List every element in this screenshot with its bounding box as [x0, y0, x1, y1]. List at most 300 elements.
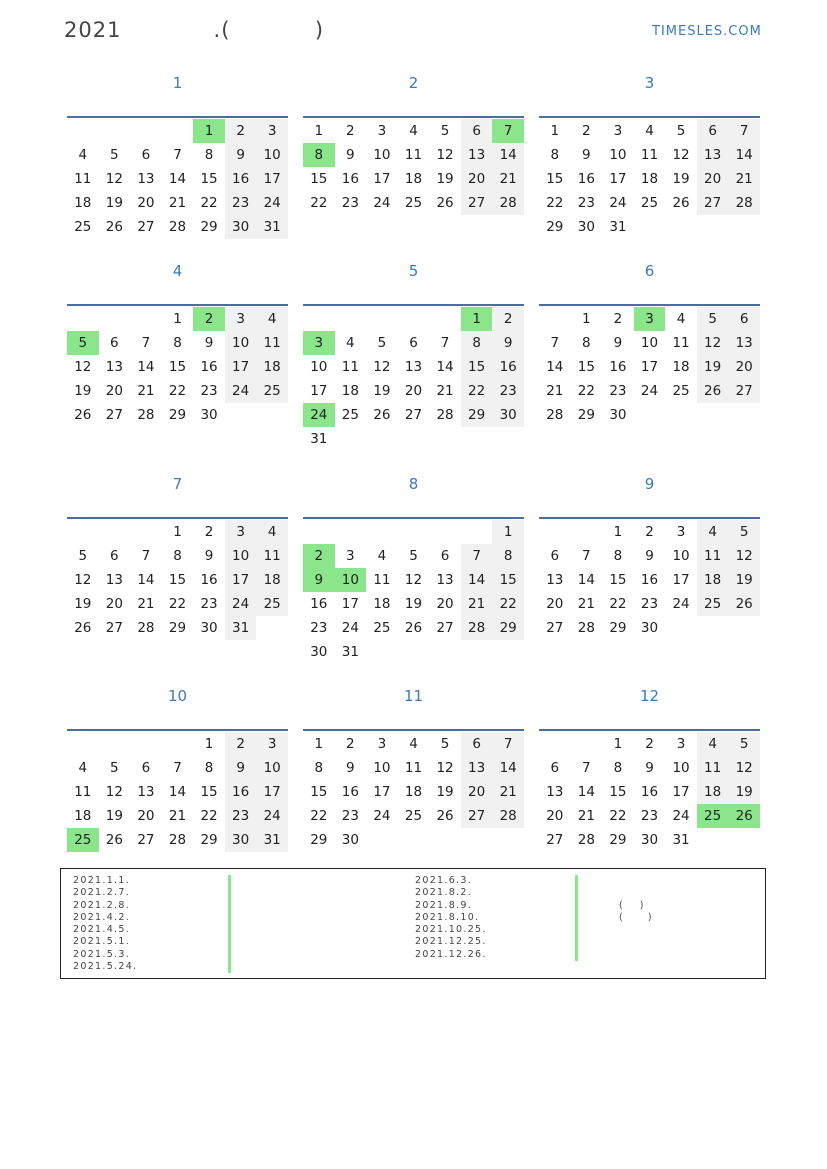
month-label: 7 — [172, 475, 183, 493]
day-cell: 15 — [310, 171, 328, 187]
day-cell: 11 — [74, 171, 92, 187]
legend-note: ( ) — [619, 900, 645, 911]
day-cell: 20 — [105, 383, 123, 399]
holiday-cell: 1 — [193, 119, 225, 143]
month-label: 3 — [644, 74, 655, 92]
day-cell: 28 — [137, 620, 155, 636]
day-cell: 20 — [546, 596, 564, 612]
day-cell: 19 — [373, 383, 391, 399]
day-cell: 29 — [609, 832, 627, 848]
legend-date: 2021.8.9. — [415, 899, 473, 911]
day-cell: 13 — [728, 331, 760, 355]
day-cell: 28 — [168, 832, 187, 848]
day-cell: 16 — [492, 355, 524, 379]
day-cell: 28 — [492, 191, 524, 215]
month-label: 2 — [408, 74, 419, 92]
day-cell: 30 — [310, 644, 328, 660]
day-cell: 27 — [137, 832, 155, 848]
legend-date: 2021.4.5. — [73, 924, 131, 936]
day-cell: 18 — [373, 596, 391, 612]
day-cell: 8 — [173, 548, 182, 564]
day-cell: 17 — [225, 568, 257, 592]
day-cell: 17 — [609, 171, 627, 187]
day-cell: 5 — [697, 307, 729, 331]
day-cell: 14 — [168, 171, 187, 187]
month-label: 4 — [172, 262, 183, 280]
day-cell: 18 — [74, 195, 92, 211]
day-cell: 19 — [74, 596, 92, 612]
day-cell: 24 — [256, 191, 288, 215]
day-cell: 27 — [728, 379, 760, 403]
day-cell: 17 — [373, 171, 391, 187]
day-cell: 8 — [492, 544, 524, 568]
day-cell: 7 — [141, 335, 151, 351]
day-cell: 5 — [409, 548, 418, 564]
day-cell: 2 — [346, 123, 355, 139]
day-cell: 23 — [200, 383, 218, 399]
day-cell: 26 — [728, 592, 760, 616]
day-cell: 5 — [728, 732, 760, 756]
day-cell: 11 — [404, 147, 423, 163]
day-cell: 20 — [697, 167, 729, 191]
legend-bar-left — [228, 875, 231, 973]
holiday-cell: 8 — [303, 143, 335, 167]
day-cell: 26 — [74, 620, 92, 636]
day-cell: 12 — [74, 359, 92, 375]
month-calendar — [539, 261, 760, 427]
day-cell: 27 — [436, 620, 454, 636]
day-cell: 22 — [310, 195, 328, 211]
day-cell: 9 — [346, 147, 355, 163]
day-cell: 9 — [613, 335, 623, 351]
day-cell: 19 — [105, 808, 123, 824]
day-grid — [303, 520, 524, 664]
day-cell: 11 — [341, 359, 359, 375]
day-cell: 23 — [225, 804, 257, 828]
day-cell: 30 — [225, 828, 257, 852]
month-label: 5 — [408, 262, 419, 280]
day-cell: 23 — [492, 379, 524, 403]
brand-link[interactable]: TIMESLES.COM — [652, 24, 762, 39]
day-cell: 13 — [105, 572, 123, 588]
day-cell: 12 — [105, 171, 123, 187]
day-cell: 11 — [256, 331, 288, 355]
month-divider — [303, 116, 524, 118]
day-cell: 23 — [609, 383, 627, 399]
day-cell: 25 — [672, 383, 690, 399]
day-cell: 30 — [341, 832, 359, 848]
day-cell: 19 — [404, 596, 423, 612]
day-cell: 12 — [436, 760, 454, 776]
day-cell: 24 — [373, 195, 391, 211]
day-cell: 4 — [409, 736, 418, 752]
day-cell: 6 — [440, 548, 450, 564]
day-cell: 17 — [672, 784, 690, 800]
day-cell: 5 — [78, 548, 88, 564]
month-label: 12 — [639, 687, 660, 705]
day-cell: 31 — [341, 644, 359, 660]
day-cell: 26 — [436, 195, 454, 211]
day-cell: 21 — [492, 780, 524, 804]
day-cell: 7 — [492, 732, 524, 756]
day-cell: 11 — [256, 544, 288, 568]
day-cell: 15 — [200, 171, 218, 187]
day-cell: 17 — [225, 355, 257, 379]
day-cell: 20 — [461, 167, 493, 191]
holiday-cell: 25 — [67, 828, 99, 852]
day-cell: 28 — [492, 804, 524, 828]
day-cell: 10 — [672, 760, 690, 776]
day-cell: 30 — [200, 407, 218, 423]
month-label: 8 — [408, 475, 419, 493]
day-cell: 3 — [377, 736, 387, 752]
day-cell: 2 — [492, 307, 524, 331]
day-cell: 6 — [141, 147, 151, 163]
day-cell: 1 — [204, 736, 214, 752]
day-cell: 31 — [256, 215, 288, 239]
month-divider — [67, 517, 288, 519]
day-cell: 7 — [728, 119, 760, 143]
day-cell: 3 — [256, 119, 288, 143]
day-cell: 31 — [310, 431, 328, 447]
day-cell: 1 — [314, 123, 324, 139]
day-cell: 10 — [373, 147, 391, 163]
day-cell: 29 — [546, 219, 564, 235]
day-cell: 11 — [640, 147, 659, 163]
day-cell: 21 — [137, 596, 155, 612]
day-cell: 7 — [582, 548, 591, 564]
day-cell: 22 — [461, 379, 493, 403]
day-cell: 27 — [137, 219, 155, 235]
day-cell: 24 — [609, 195, 627, 211]
day-grid — [67, 119, 288, 239]
day-cell: 18 — [404, 784, 423, 800]
day-cell: 22 — [168, 383, 187, 399]
day-cell: 26 — [404, 620, 423, 636]
day-cell: 8 — [461, 331, 493, 355]
day-cell: 2 — [582, 123, 591, 139]
month-divider — [303, 304, 524, 306]
day-cell: 3 — [676, 524, 686, 540]
day-cell: 4 — [697, 732, 729, 756]
day-cell: 1 — [173, 311, 182, 327]
day-cell: 4 — [697, 520, 729, 544]
day-cell: 24 — [341, 620, 359, 636]
day-cell: 27 — [546, 832, 564, 848]
day-grid — [67, 520, 288, 640]
month-divider — [303, 729, 524, 731]
month-calendar — [67, 261, 288, 427]
day-cell: 2 — [613, 311, 623, 327]
day-cell: 6 — [461, 119, 493, 143]
legend-date: 2021.10.25. — [415, 924, 487, 936]
day-cell: 28 — [577, 832, 595, 848]
day-cell: 20 — [461, 780, 493, 804]
day-cell: 3 — [676, 736, 686, 752]
day-cell: 30 — [225, 215, 257, 239]
holiday-cell: 10 — [335, 568, 367, 592]
day-cell: 12 — [728, 756, 760, 780]
day-cell: 18 — [640, 171, 659, 187]
day-cell: 21 — [168, 195, 187, 211]
month-label: 6 — [644, 262, 655, 280]
day-cell: 22 — [609, 596, 627, 612]
day-cell: 1 — [173, 524, 182, 540]
day-cell: 1 — [492, 520, 524, 544]
month-calendar — [303, 686, 524, 852]
day-cell: 24 — [225, 592, 257, 616]
day-cell: 10 — [256, 143, 288, 167]
day-cell: 18 — [404, 171, 423, 187]
day-grid — [303, 732, 524, 852]
legend-note: ( ) — [619, 912, 653, 923]
day-cell: 5 — [377, 335, 387, 351]
day-cell: 15 — [310, 784, 328, 800]
day-cell: 31 — [609, 219, 627, 235]
day-cell: 30 — [200, 620, 218, 636]
day-cell: 28 — [577, 620, 595, 636]
day-cell: 7 — [461, 544, 493, 568]
month-divider — [539, 304, 760, 306]
day-cell: 22 — [577, 383, 595, 399]
day-cell: 10 — [256, 756, 288, 780]
month-calendar — [67, 474, 288, 640]
day-cell: 29 — [609, 620, 627, 636]
day-cell: 3 — [377, 123, 387, 139]
day-cell: 29 — [310, 832, 328, 848]
day-cell: 9 — [346, 760, 355, 776]
day-cell: 12 — [373, 359, 391, 375]
day-cell: 17 — [341, 596, 359, 612]
day-cell: 4 — [676, 311, 686, 327]
day-cell: 14 — [137, 359, 155, 375]
day-cell: 27 — [546, 620, 564, 636]
day-cell: 28 — [728, 191, 760, 215]
day-cell: 13 — [697, 143, 729, 167]
month-divider — [539, 517, 760, 519]
day-cell: 29 — [492, 616, 524, 640]
day-cell: 30 — [609, 407, 627, 423]
day-cell: 15 — [609, 572, 627, 588]
legend-date: 2021.8.10. — [415, 911, 480, 923]
day-cell: 26 — [672, 195, 690, 211]
day-cell: 23 — [200, 596, 218, 612]
holiday-cell: 2 — [303, 544, 335, 568]
day-cell: 3 — [613, 123, 623, 139]
day-cell: 8 — [613, 548, 623, 564]
month-label: 1 — [172, 74, 183, 92]
day-cell: 4 — [377, 548, 387, 564]
day-grid — [303, 307, 524, 451]
day-cell: 20 — [105, 596, 123, 612]
day-cell: 30 — [640, 832, 659, 848]
day-cell: 30 — [640, 620, 659, 636]
day-cell: 9 — [645, 760, 654, 776]
day-cell: 10 — [609, 147, 627, 163]
day-cell: 6 — [461, 732, 493, 756]
day-cell: 30 — [577, 219, 595, 235]
legend-date: 2021.4.2. — [73, 911, 131, 923]
day-cell: 8 — [173, 335, 182, 351]
day-cell: 4 — [78, 760, 88, 776]
day-cell: 12 — [105, 784, 123, 800]
day-cell: 15 — [609, 784, 627, 800]
day-cell: 21 — [546, 383, 564, 399]
day-cell: 22 — [168, 596, 187, 612]
day-cell: 14 — [492, 143, 524, 167]
day-cell: 12 — [74, 572, 92, 588]
legend-date: 2021.5.1. — [73, 936, 131, 948]
day-cell: 13 — [546, 784, 564, 800]
day-cell: 16 — [640, 572, 659, 588]
day-cell: 18 — [697, 568, 729, 592]
day-cell: 10 — [310, 359, 328, 375]
day-cell: 23 — [640, 808, 659, 824]
day-cell: 5 — [110, 147, 119, 163]
day-cell: 23 — [577, 195, 595, 211]
day-cell: 13 — [461, 143, 493, 167]
day-cell: 13 — [436, 572, 454, 588]
day-cell: 16 — [609, 359, 627, 375]
day-cell: 30 — [492, 403, 524, 427]
day-cell: 17 — [640, 359, 659, 375]
day-cell: 20 — [137, 808, 155, 824]
day-cell: 8 — [204, 760, 214, 776]
legend-date: 2021.8.2. — [415, 887, 473, 899]
day-cell: 15 — [461, 355, 493, 379]
day-cell: 18 — [256, 568, 288, 592]
day-cell: 8 — [550, 147, 560, 163]
day-grid — [539, 119, 760, 239]
holiday-cell: 25 — [697, 804, 729, 828]
day-cell: 28 — [168, 219, 187, 235]
day-cell: 4 — [256, 307, 288, 331]
day-cell: 23 — [341, 195, 359, 211]
holiday-cell: 24 — [303, 403, 335, 427]
day-cell: 19 — [105, 195, 123, 211]
day-cell: 28 — [436, 407, 454, 423]
day-cell: 12 — [728, 544, 760, 568]
day-cell: 16 — [225, 167, 257, 191]
day-cell: 16 — [200, 359, 218, 375]
day-cell: 27 — [105, 620, 123, 636]
day-cell: 17 — [310, 383, 328, 399]
month-calendar — [539, 686, 760, 852]
day-cell: 31 — [256, 828, 288, 852]
legend-date: 2021.5.24. — [73, 961, 138, 973]
day-cell: 24 — [373, 808, 391, 824]
day-cell: 12 — [436, 147, 454, 163]
day-cell: 4 — [409, 123, 418, 139]
day-cell: 13 — [546, 572, 564, 588]
day-cell: 3 — [225, 520, 257, 544]
day-cell: 16 — [310, 596, 328, 612]
day-cell: 7 — [550, 335, 560, 351]
day-cell: 28 — [546, 407, 564, 423]
day-cell: 21 — [728, 167, 760, 191]
day-cell: 5 — [440, 123, 450, 139]
month-divider — [539, 116, 760, 118]
day-cell: 5 — [676, 123, 686, 139]
day-cell: 6 — [409, 335, 418, 351]
month-divider — [539, 729, 760, 731]
day-cell: 22 — [200, 808, 218, 824]
day-cell: 9 — [582, 147, 591, 163]
holiday-cell: 7 — [492, 119, 524, 143]
day-cell: 1 — [550, 123, 560, 139]
day-cell: 19 — [436, 784, 454, 800]
day-cell: 21 — [436, 383, 454, 399]
day-cell: 16 — [341, 171, 359, 187]
day-cell: 1 — [582, 311, 591, 327]
day-cell: 13 — [137, 784, 155, 800]
day-cell: 6 — [550, 760, 560, 776]
day-cell: 7 — [173, 760, 182, 776]
holiday-cell: 2 — [193, 307, 225, 331]
day-cell: 1 — [314, 736, 324, 752]
day-cell: 2 — [225, 119, 257, 143]
day-cell: 8 — [613, 760, 623, 776]
day-cell: 28 — [137, 407, 155, 423]
day-cell: 10 — [373, 760, 391, 776]
day-cell: 18 — [697, 780, 729, 804]
day-cell: 26 — [373, 407, 391, 423]
day-cell: 3 — [256, 732, 288, 756]
day-cell: 4 — [645, 123, 654, 139]
day-cell: 2 — [204, 524, 214, 540]
day-cell: 17 — [256, 167, 288, 191]
day-cell: 13 — [105, 359, 123, 375]
day-cell: 16 — [200, 572, 218, 588]
day-grid — [539, 732, 760, 852]
holiday-cell: 9 — [303, 568, 335, 592]
day-cell: 14 — [492, 756, 524, 780]
day-cell: 21 — [577, 596, 595, 612]
month-calendar — [539, 474, 760, 640]
day-cell: 13 — [461, 756, 493, 780]
day-cell: 2 — [645, 524, 654, 540]
month-calendar — [67, 73, 288, 239]
day-cell: 16 — [577, 171, 595, 187]
day-cell: 29 — [200, 219, 218, 235]
day-cell: 13 — [404, 359, 423, 375]
day-cell: 20 — [728, 355, 760, 379]
month-calendar — [67, 686, 288, 852]
day-cell: 14 — [577, 572, 595, 588]
month-divider — [303, 517, 524, 519]
month-label: 10 — [167, 687, 188, 705]
holiday-cell: 1 — [461, 307, 493, 331]
day-cell: 10 — [672, 548, 690, 564]
day-cell: 8 — [582, 335, 591, 351]
day-cell: 14 — [461, 568, 493, 592]
day-cell: 7 — [141, 548, 151, 564]
day-cell: 21 — [137, 383, 155, 399]
day-cell: 11 — [697, 756, 729, 780]
day-cell: 1 — [613, 524, 623, 540]
day-cell: 15 — [200, 784, 218, 800]
legend-left-column — [73, 875, 137, 973]
day-cell: 6 — [728, 307, 760, 331]
day-cell: 25 — [697, 592, 729, 616]
legend-date: 2021.2.7. — [73, 887, 131, 899]
day-cell: 23 — [310, 620, 328, 636]
day-cell: 6 — [141, 760, 151, 776]
month-divider — [67, 116, 288, 118]
day-cell: 26 — [697, 379, 729, 403]
day-cell: 21 — [492, 167, 524, 191]
day-cell: 9 — [225, 143, 257, 167]
